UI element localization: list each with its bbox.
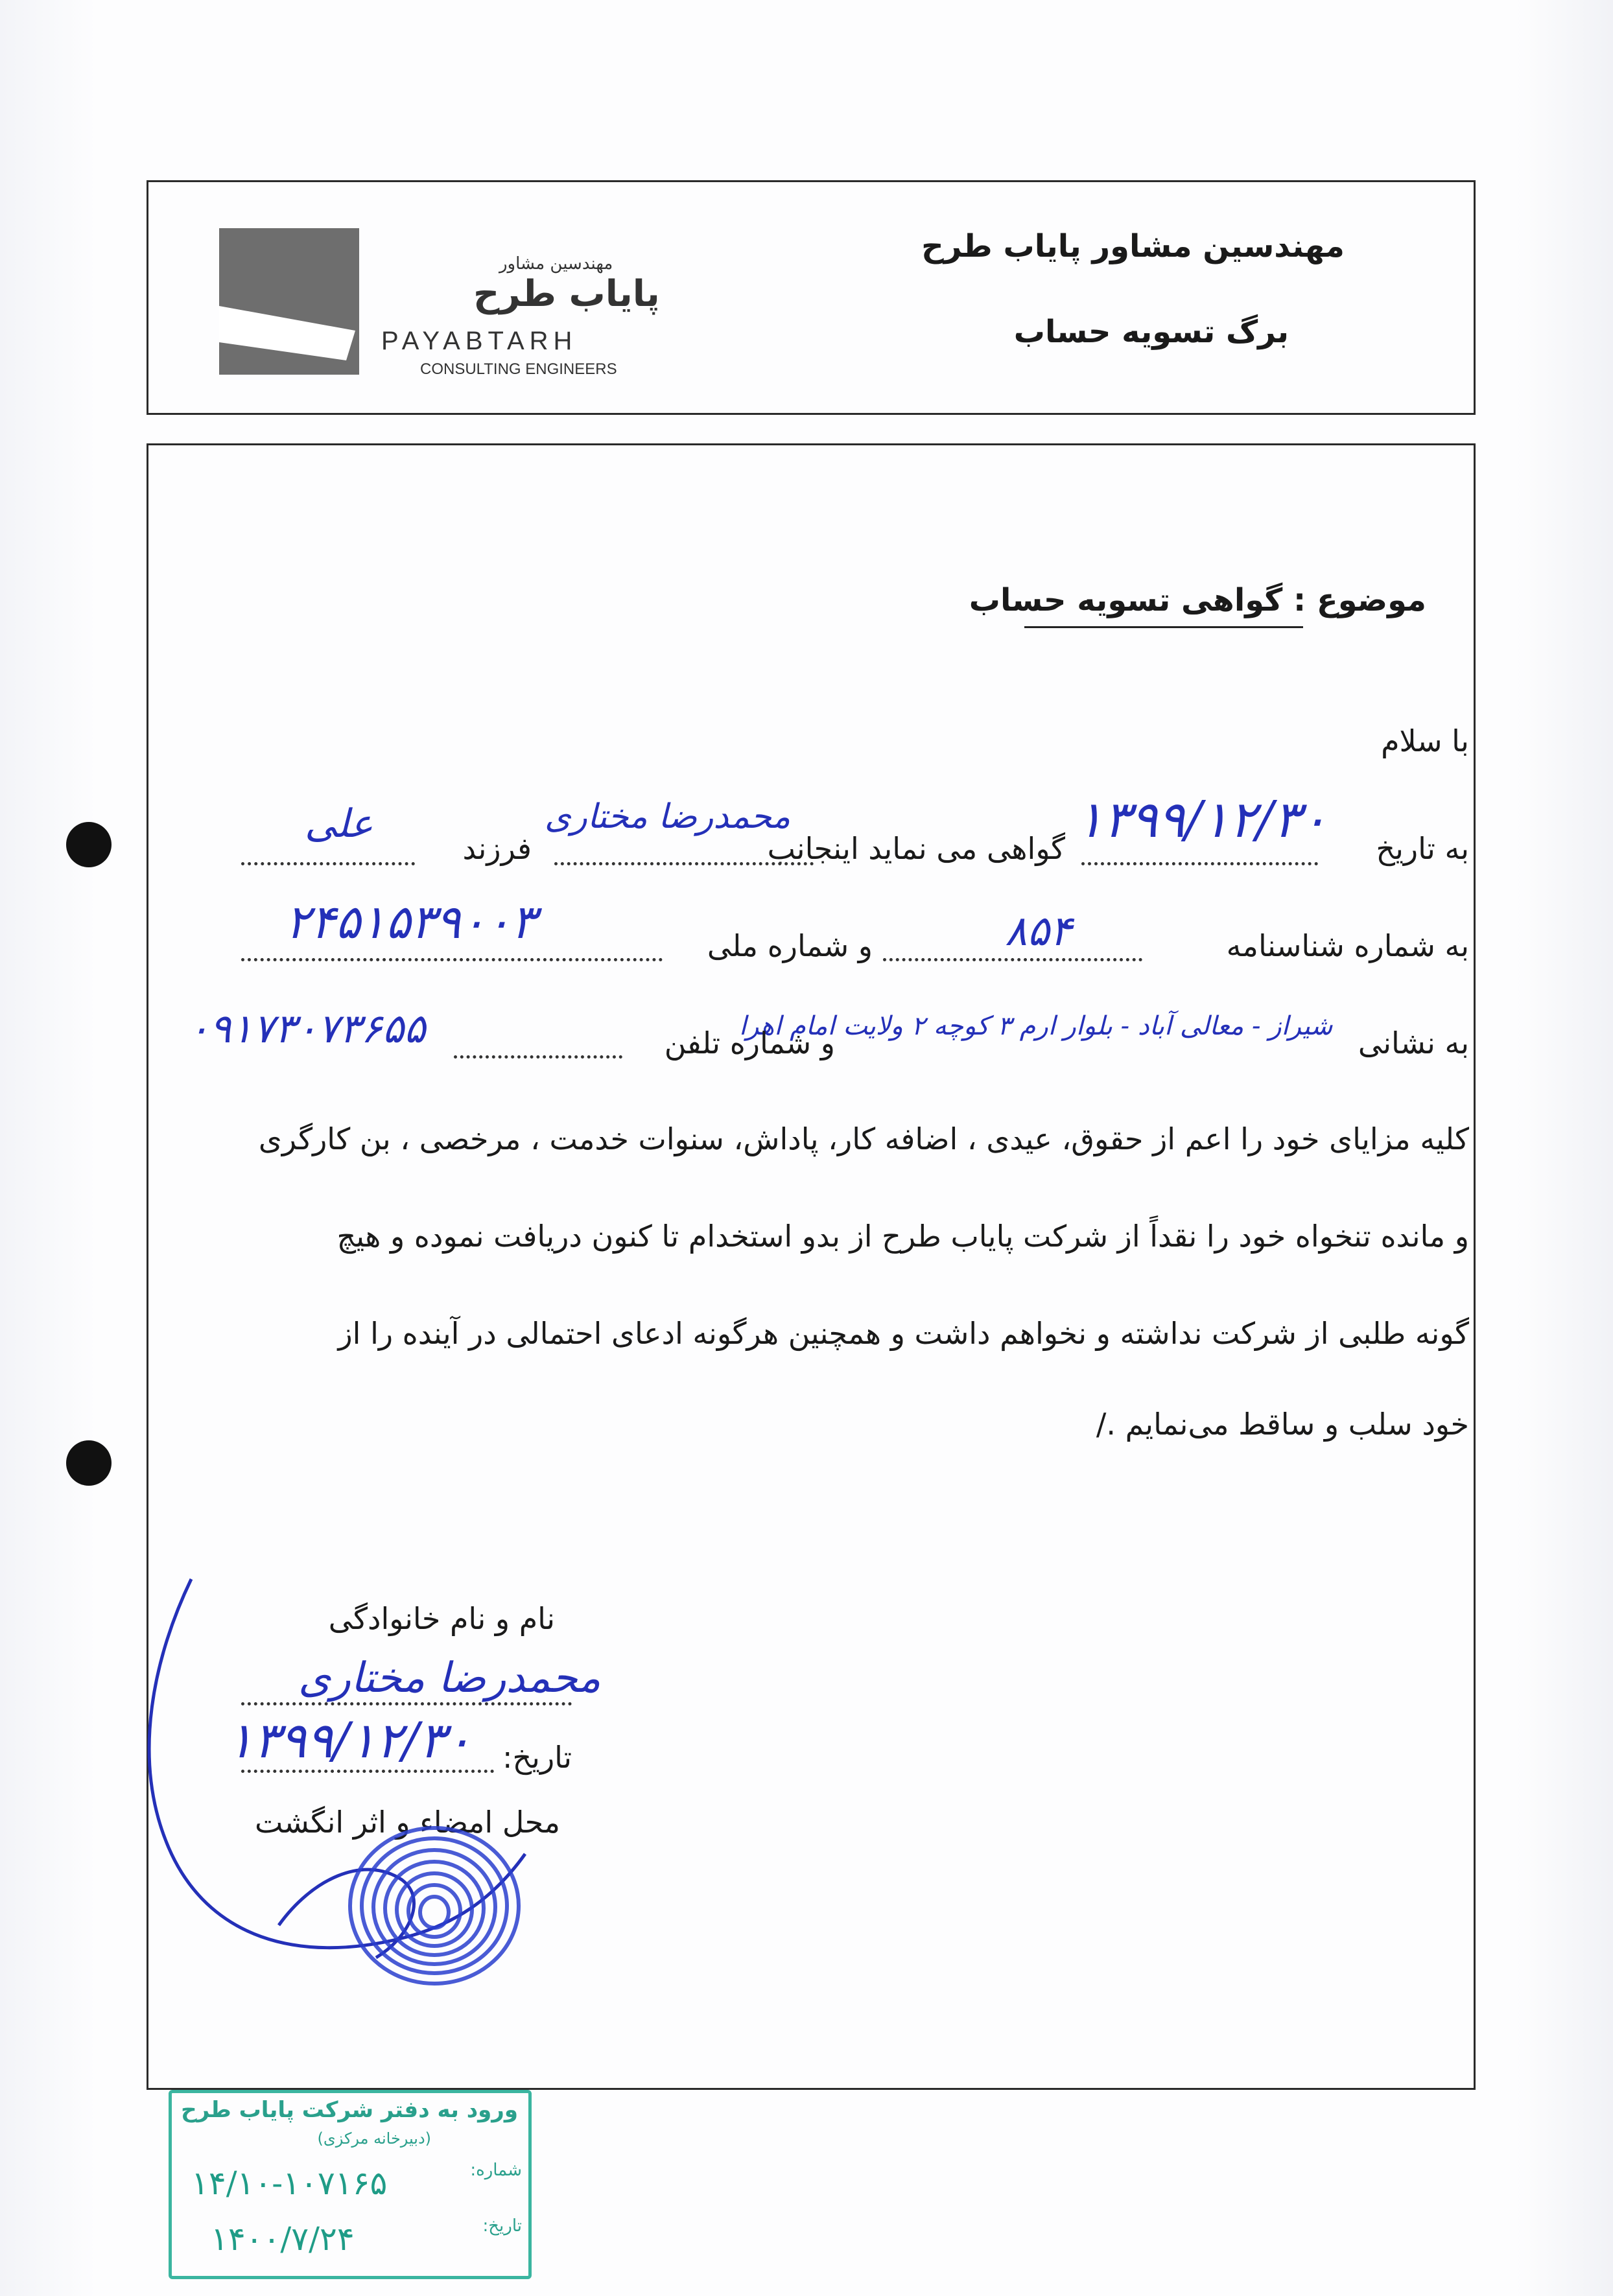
line3-phone-dots — [454, 1055, 622, 1059]
line3-hand-phone: ۰۹۱۷۳۰۷۳۶۵۵ — [188, 1005, 426, 1052]
stamp-subtitle: (دبیرخانه مرکزی) — [317, 2129, 431, 2148]
logo-latin-sub: CONSULTING ENGINEERS — [420, 360, 617, 378]
subject-underline — [1024, 626, 1303, 628]
line2-hand-id: ۸۵۴ — [1005, 908, 1072, 955]
line1-mid: گواهی می نماید اینجانب — [767, 831, 1065, 866]
stamp-date-label: تاریخ: — [482, 2216, 522, 2236]
stamp-title: ورود به دفتر شرکت پایاب طرح — [181, 2097, 518, 2123]
line1-date-dots — [1081, 862, 1318, 865]
line3-hand-address: شیراز - معالی آباد - بلوار ارم ۳ کوچه ۲ ولایت امام اهرا — [739, 1011, 1333, 1041]
signature-date-label: تاریخ: — [502, 1740, 572, 1775]
paragraph-line-2: و مانده تنخواه خود را نقداً از شرکت پایاب طرح از بدو استخدام تا کنون دریافت نموده و هیچ — [336, 1219, 1469, 1254]
line1-father-dots — [241, 862, 415, 865]
logo-persian-small: مهندسین مشاور — [499, 254, 613, 274]
subject-line: موضوع : گواهی تسویه حساب — [969, 582, 1426, 618]
signature-hand-name: محمدرضا مختاری — [298, 1654, 601, 1702]
punch-hole-top — [66, 822, 112, 867]
entry-stamp — [169, 2090, 532, 2279]
stamp-number-value: ۱۴/۱۰-۱۰۷۱۶۵ — [191, 2164, 388, 2202]
form-title: برگ تسویه حساب — [1013, 314, 1289, 350]
company-name: مهندسین مشاور پایاب طرح — [921, 228, 1345, 264]
line3-mid: و شماره تلفن — [664, 1025, 835, 1060]
stamp-date-value: ۱۴۰۰/۷/۲۴ — [211, 2220, 355, 2258]
logo-persian-big: پایاب طرح — [473, 273, 660, 315]
fingerprint-mark — [337, 1809, 532, 2003]
greeting: با سلام — [1381, 723, 1469, 758]
logo-latin-name: PAYABTARH — [381, 327, 578, 355]
signature-sign-label: محل امضاء و اثر انگشت — [255, 1805, 560, 1840]
line2-national-dots — [241, 958, 663, 961]
stamp-number-label: شماره: — [470, 2161, 522, 2180]
signature-hand-date: ۱۳۹۹/۱۲/۳۰ — [227, 1711, 472, 1769]
line1-suffix: فرزند — [462, 831, 532, 866]
line1-hand-date: ۱۳۹۹/۱۲/۳۰ — [1076, 791, 1328, 849]
line1-name-dots — [554, 862, 814, 865]
paragraph-line-1: کلیه مزایای خود را اعم از حقوق، عیدی ، اضافه کار، پاداش، سنوات خدمت ، مرخصی ، بن کارگری — [258, 1121, 1469, 1156]
punch-hole-bottom — [66, 1440, 112, 1486]
line2-hand-national: ۲۴۵۱۵۳۹۰۰۳ — [285, 895, 536, 949]
line1-prefix: به تاریخ — [1376, 831, 1469, 866]
signature-name-label: نام و نام خانوادگی — [328, 1601, 555, 1636]
line2-prefix: به شماره شناسنامه — [1226, 928, 1469, 963]
line2-id-dots — [883, 958, 1142, 961]
line2-mid: و شماره ملی — [707, 928, 873, 963]
paragraph-line-4: خود سلب و ساقط می‌نمایم ./ — [1096, 1407, 1469, 1442]
line3-prefix: به نشانی — [1358, 1025, 1469, 1060]
logo-mark — [219, 228, 359, 375]
line1-hand-name: محمدرضا مختاری — [545, 797, 791, 836]
paragraph-line-3: گونه طلبی از شرکت نداشته و نخواهم داشت و همچنین هرگونه ادعای احتمالی در آینده را از — [338, 1316, 1469, 1351]
line1-hand-father: علی — [305, 801, 373, 847]
